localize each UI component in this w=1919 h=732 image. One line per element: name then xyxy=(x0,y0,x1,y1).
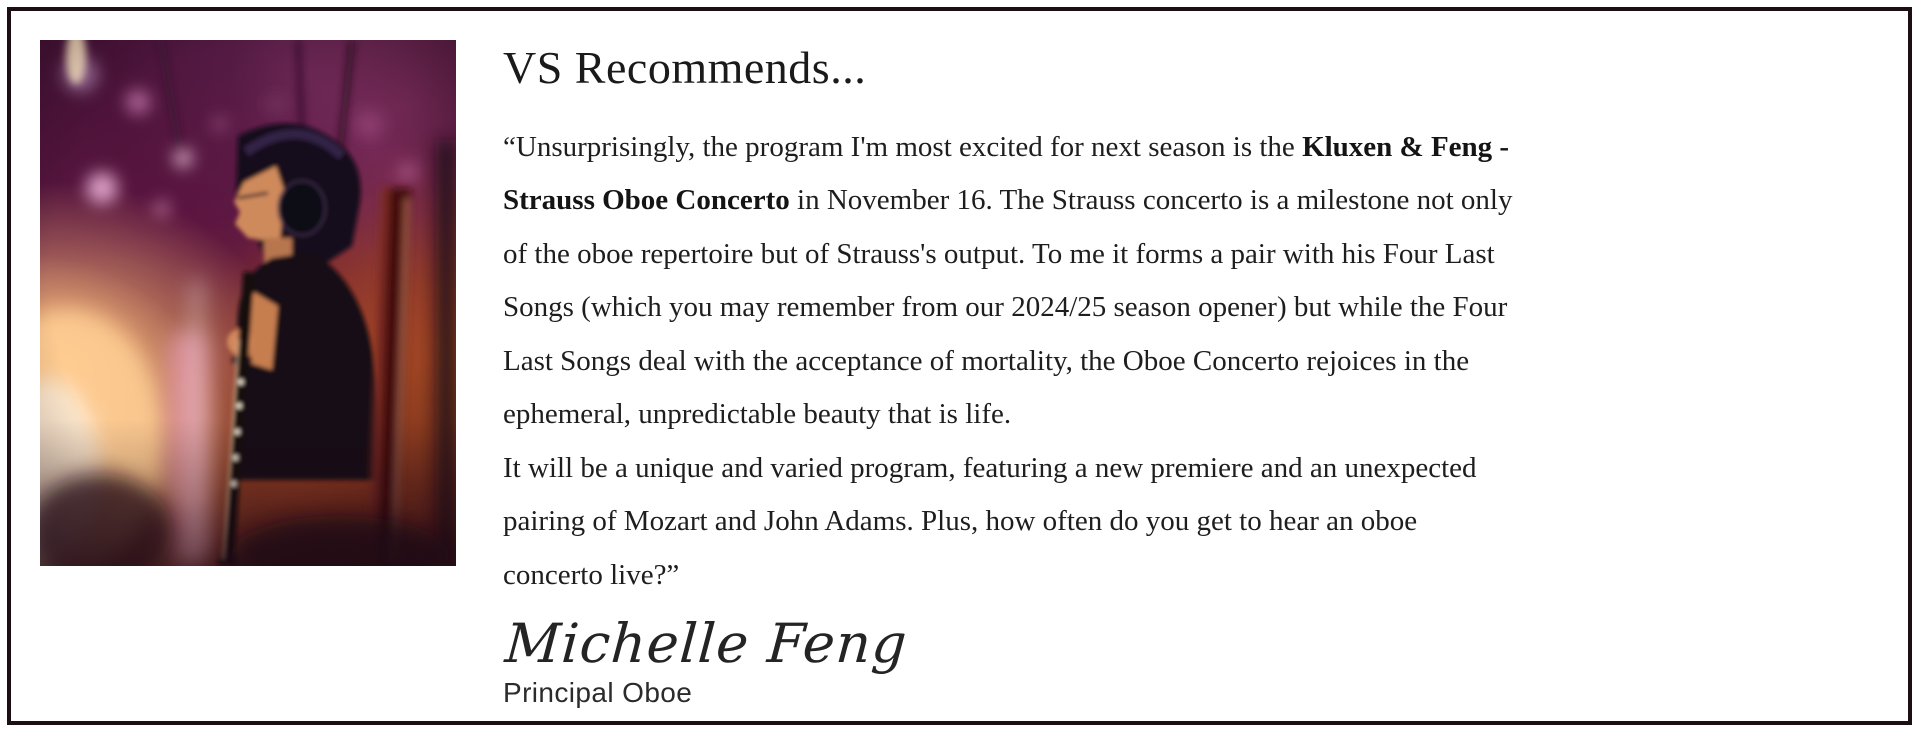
quote-body: in November 16. The Strauss concerto is a milestone not only of the oboe repertoire but of Strauss's output. To me it forms a pair with his Four Last Songs (which you may remember from our 2024/25 season opener) but while the Four Last Songs deal with the acceptance of mortality, the Oboe Concerto rejoices in the ephemeral, unpredictable beauty that is life. xyxy=(503,184,1513,431)
quote-body2: It will be a unique and varied program, featuring a new premiere and an unexpected pairing of Mozart and John Adams. Plus, how often do you get to hear an oboe concerto live?” xyxy=(503,451,1477,591)
musician-photo xyxy=(40,40,456,566)
card-heading: VS Recommends... xyxy=(503,42,867,93)
musician-photo-art xyxy=(40,40,456,566)
card-content xyxy=(503,40,1519,709)
quote-text xyxy=(503,121,1519,603)
quote-opening: “Unsurprisingly, the program I'm most excited for next season is the xyxy=(503,130,1303,163)
signature: Michelle Feng xyxy=(503,612,910,676)
quote-highlight: Kluxen & Feng - Strauss Oboe Concerto xyxy=(503,130,1510,217)
signature-role: Principal Oboe xyxy=(503,677,693,709)
